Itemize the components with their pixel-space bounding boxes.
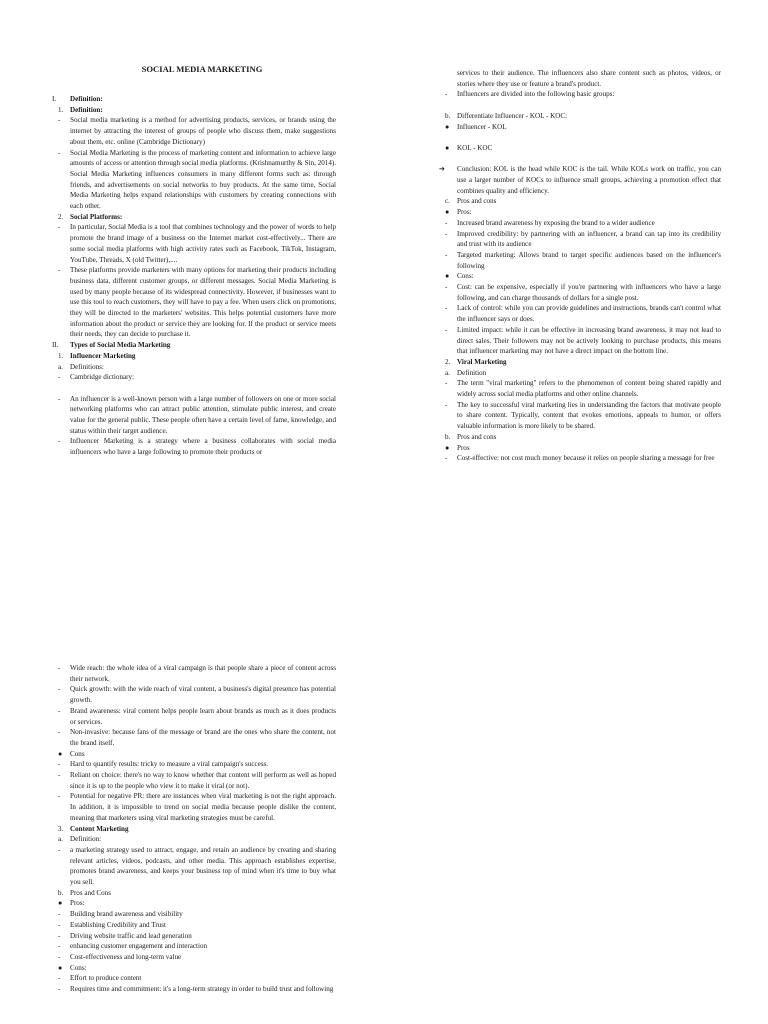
list-marker: 3.: [58, 824, 64, 833]
paragraph-text: Definition:: [70, 835, 102, 844]
paragraph: [52, 791, 336, 823]
paragraph-text: Improved credibility: by partnering with an influencer, a brand can tap into its credibility and trust with its audience: [457, 229, 721, 249]
list-marker: -: [58, 952, 61, 961]
paragraph-text: Hard to quantify results: tricky to measure a viral campaign's success.: [70, 760, 269, 769]
right-column: [439, 68, 721, 464]
paragraph: [52, 952, 336, 963]
paragraph: [439, 303, 721, 324]
paragraph: [52, 834, 336, 845]
list-marker: -: [445, 400, 448, 409]
lower-left-column: [52, 663, 336, 995]
paragraph-text: Cambridge dictionary:: [70, 373, 135, 382]
paragraph-text: Cons:: [70, 963, 87, 972]
blank-line: [439, 132, 721, 143]
list-marker: -: [58, 920, 61, 929]
paragraph-text: KOL - KOC: [457, 143, 493, 152]
section-heading: [52, 94, 336, 105]
list-marker: 1.: [58, 105, 64, 114]
paragraph-text: Cost: can be expensive, especially if you're partnering with influencers who have a large following, and can charge thousands of dollars for a single post.: [457, 283, 721, 302]
list-marker: a.: [445, 368, 450, 377]
list-marker: -: [445, 90, 448, 99]
list-marker: ●: [445, 443, 450, 452]
list-marker: -: [58, 223, 61, 232]
paragraph-text: The term "viral marketing" refers to the phenomenon of content being shared rapidly and widely across social media platforms and other online channels.: [457, 379, 721, 399]
paragraph: [52, 684, 336, 705]
paragraph: [52, 727, 336, 748]
paragraph-text: Definitions:: [70, 362, 104, 371]
paragraph-text: Pros: [457, 443, 470, 452]
paragraph: [439, 196, 721, 207]
paragraph: [52, 372, 336, 383]
paragraph-text: Potential for negative PR: there are instances when viral marketing is not the right approach. In addition, it is impossible to trend on social media because people dislike the content, meaning that marketers using viral marketing strategies must be careful.: [70, 792, 336, 822]
paragraph: [52, 115, 336, 147]
paragraph-text: Building brand awareness and visibility: [70, 910, 183, 919]
paragraph-text: The key to successful viral marketing lies in understanding the factors that motivate people to share content. Typically, content that evokes emotions, appeals to humor, or offers valuable information is more likely to be shared.: [457, 400, 721, 431]
paragraph-text: Social Media Marketing is the process of marketing content and information to achieve large amounts of access or attention through social media platforms. (Krishnamurthy & Sin, 2014). Social Media Marketing influences consumers in many different forms such as: through friends, and advertisements on social networks to buy products. At the same time, Social Media Marketing helps expand relationships with customers by creating connections with each other.: [70, 148, 336, 211]
paragraph: [439, 400, 721, 432]
list-marker: ●: [445, 122, 450, 131]
paragraph-text: These platforms provide marketers with many options for marketing their products including business data, different customer groups, or different messages. Social Media Marketing is used by many people because of its widespread connectivity. However, if businesses want to use this tool to reach customers, they will have to pay a fee. When users click on promotions, they will be directed to the marketers' websites. This helps potential customers have more information about the product or service they are looking for. If the product or service meets their needs, they can decide to purchase it.: [70, 266, 336, 339]
list-marker: -: [445, 379, 448, 388]
paragraph: [439, 378, 721, 399]
paragraph-text: Pros and cons: [457, 197, 497, 206]
paragraph-text: Effort to produce content: [70, 974, 142, 983]
paragraph: [52, 909, 336, 920]
paragraph-text: Social media marketing is a method for advertising products, services, or brands using the internet by attracting the interest of groups of people who discuss them, make suggestions about them, etc. online (Cambridge Dictionary): [70, 116, 336, 146]
paragraph: [439, 229, 721, 250]
paragraph-text: Types of Social Media Marketing: [70, 341, 171, 350]
list-marker: -: [58, 148, 61, 157]
list-marker: -: [58, 437, 61, 446]
paragraph: [439, 432, 721, 443]
paragraph-text: Influencer - KOL: [457, 122, 507, 131]
paragraph: [439, 325, 721, 357]
paragraph-text: Lack of control: while you can provide guidelines and instructions, brands can't control what the influencer says or does.: [457, 304, 721, 324]
list-marker: -: [445, 325, 448, 334]
paragraph-text: Conclusion: KOL is the head while KOC is the tail. While KOLs work on traffic, you can use a larger number of KOCs to influence small groups, achieving a promotion effect that combines quality and efficiency.: [457, 165, 721, 195]
paragraph: [439, 143, 721, 154]
paragraph-text: Non-invasive: because fans of the message or brand are the ones who share the content, not the brand itself.: [70, 728, 336, 747]
paragraph-text: Limited impact: while it can be effective in increasing brand awareness, it may not lead to direct sales. Their followers may not be actively looking to purchase products, this means that influencer marketing may not have a direct impact on the bottom line.: [457, 325, 721, 356]
list-marker: -: [58, 116, 61, 125]
document-title: SOCIAL MEDIA MARKETING: [141, 64, 263, 74]
paragraph: [439, 68, 721, 89]
paragraph-text: Pros:: [457, 208, 472, 217]
paragraph-text: Establishing Credibility and Trust: [70, 920, 166, 929]
list-marker: -: [445, 250, 448, 259]
paragraph-text: An influencer is a well-known person with a large number of followers on one or more social networking platforms who can attract public attention, stimulate public interest, and create value for the general public. These people often have a certain level of fame, knowledge, and status within their target audience.: [70, 394, 336, 435]
section-heading: [52, 824, 336, 835]
paragraph-text: Requires time and commitment: it's a long-term strategy in order to build trust and following: [70, 985, 334, 994]
paragraph: [439, 250, 721, 271]
list-marker: 1.: [58, 351, 64, 360]
list-marker: c.: [445, 197, 450, 206]
list-marker: -: [58, 942, 61, 951]
paragraph: [52, 888, 336, 899]
paragraph: [439, 164, 721, 196]
paragraph-text: Brand awareness: viral content helps people learn about brands as much as it does products or services.: [70, 706, 336, 726]
list-marker: -: [58, 792, 61, 801]
list-marker: ●: [58, 749, 63, 758]
paragraph-text: Pros:: [70, 899, 85, 908]
paragraph: [52, 663, 336, 684]
paragraph-text: Cons: [70, 749, 85, 758]
paragraph-text: Definition:: [70, 105, 103, 114]
list-marker: -: [445, 229, 448, 238]
list-marker: ●: [445, 208, 450, 217]
section-heading: [52, 105, 336, 116]
paragraph: [439, 368, 721, 379]
paragraph: [52, 394, 336, 437]
paragraph: [52, 706, 336, 727]
paragraph-text: Definition: [457, 368, 487, 377]
paragraph: [439, 271, 721, 282]
paragraph-text: Wide reach: the whole idea of a viral campaign is that people share a piece of content across their network.: [70, 664, 336, 683]
paragraph-text: Pros and Cons: [70, 888, 111, 897]
paragraph: [52, 941, 336, 952]
list-marker: II.: [52, 341, 59, 350]
paragraph-text: services to their audience. The influencers also share content such as photos, videos, or stories where they use or feature a brand's product.: [457, 69, 721, 88]
paragraph: [439, 443, 721, 454]
list-marker: ●: [58, 899, 63, 908]
blank-line: [439, 100, 721, 111]
paragraph: [52, 973, 336, 984]
list-marker: 2.: [445, 357, 451, 366]
paragraph-text: Social Platforms:: [70, 212, 123, 221]
list-marker: 2.: [58, 212, 64, 221]
paragraph: [52, 749, 336, 760]
paragraph-text: Pros and cons: [457, 432, 497, 441]
paragraph-text: Targeted marketing: Allows brand to target specific audiences based on the influencer's following: [457, 250, 721, 270]
list-marker: -: [58, 910, 61, 919]
list-marker: ●: [58, 963, 63, 972]
list-marker: -: [58, 266, 61, 275]
list-marker: -: [58, 664, 61, 672]
list-marker: -: [445, 304, 448, 313]
paragraph-text: Driving website traffic and lead generation: [70, 931, 192, 940]
paragraph-text: Influencer Marketing: [70, 351, 136, 360]
paragraph: [439, 122, 721, 133]
list-marker: -: [58, 974, 61, 983]
list-marker: -: [58, 706, 61, 715]
list-marker: b.: [58, 888, 64, 897]
paragraph: [52, 963, 336, 974]
blank-line: [439, 154, 721, 165]
paragraph-text: Influencers are divided into the following basic groups:: [457, 90, 615, 99]
section-heading: [52, 340, 336, 351]
list-marker: -: [58, 985, 61, 994]
paragraph-text: In particular, Social Media is a tool that combines technology and the power of words to help promote the brand image of a business on the Internet market cost-effectively... There are some social media platforms with high activity rates such as Facebook, TikTok, Instagram, YouTube, Threads, X (old Twitter),....: [70, 223, 336, 264]
list-marker: ●: [445, 143, 450, 152]
list-marker: I.: [52, 95, 57, 103]
left-column: [52, 94, 336, 458]
list-marker: b.: [445, 111, 451, 120]
paragraph-text: Reliant on choice: there's no way to know whether that content will perform as well as hoped since it is up to the people who view it to make it viral (or not).: [70, 771, 336, 790]
list-marker: -: [58, 394, 61, 403]
paragraph: [52, 931, 336, 942]
paragraph-text: Cons:: [457, 272, 474, 281]
paragraph: [52, 984, 336, 995]
paragraph-text: Cost-effective: not cost much money because it relies on people sharing a message for free: [457, 454, 715, 463]
paragraph: [52, 148, 336, 212]
paragraph-text: Content Marketing: [70, 824, 129, 833]
paragraph: [439, 218, 721, 229]
list-marker: -: [58, 685, 61, 694]
paragraph: [52, 759, 336, 770]
list-marker: -: [58, 373, 61, 382]
list-marker: b.: [445, 432, 451, 441]
paragraph-text: Influencer Marketing is a strategy where a business collaborates with social media influencers who have a large following to promote their products or: [70, 437, 336, 457]
section-heading: [52, 212, 336, 223]
paragraph: [439, 111, 721, 122]
paragraph-text: enhancing customer engagement and interaction: [70, 942, 208, 951]
paragraph: [52, 436, 336, 457]
paragraph-text: Viral Marketing: [457, 357, 507, 366]
paragraph: [439, 89, 721, 100]
paragraph: [52, 898, 336, 909]
list-marker: a.: [58, 362, 63, 371]
paragraph: [439, 453, 721, 464]
list-marker: ➔: [439, 165, 445, 174]
list-marker: -: [58, 760, 61, 769]
list-marker: -: [58, 931, 61, 940]
paragraph: [52, 222, 336, 265]
list-marker: -: [445, 218, 448, 227]
paragraph: [52, 265, 336, 340]
paragraph-text: Definition:: [70, 95, 103, 103]
paragraph: [52, 362, 336, 373]
list-marker: -: [58, 728, 61, 737]
list-marker: -: [58, 771, 61, 780]
paragraph-text: Differentiate Influencer - KOL - KOC:: [457, 111, 568, 120]
paragraph-text: Cost-effectiveness and long-term value: [70, 952, 182, 961]
paragraph-text: Increased brand awareness by exposing the brand to a wider audience: [457, 218, 655, 227]
paragraph: [52, 845, 336, 888]
section-heading: [52, 351, 336, 362]
paragraph: [439, 282, 721, 303]
paragraph: [52, 770, 336, 791]
list-marker: -: [445, 283, 448, 292]
blank-line: [52, 383, 336, 394]
paragraph-text: Quick growth: with the wide reach of viral content, a business's digital presence has potential growth.: [70, 685, 336, 705]
list-marker: -: [445, 454, 448, 463]
paragraph: [439, 207, 721, 218]
paragraph: [52, 920, 336, 931]
list-marker: -: [58, 845, 61, 854]
list-marker: a.: [58, 835, 63, 844]
paragraph-text: a marketing strategy used to attract, engage, and retain an audience by creating and sharing relevant articles, videos, podcasts, and other media. This approach establishes expertise, promotes brand awareness, and keeps your business top of mind when it's time to buy what you sell.: [70, 845, 336, 887]
section-heading: [439, 357, 721, 368]
list-marker: ●: [445, 272, 450, 281]
